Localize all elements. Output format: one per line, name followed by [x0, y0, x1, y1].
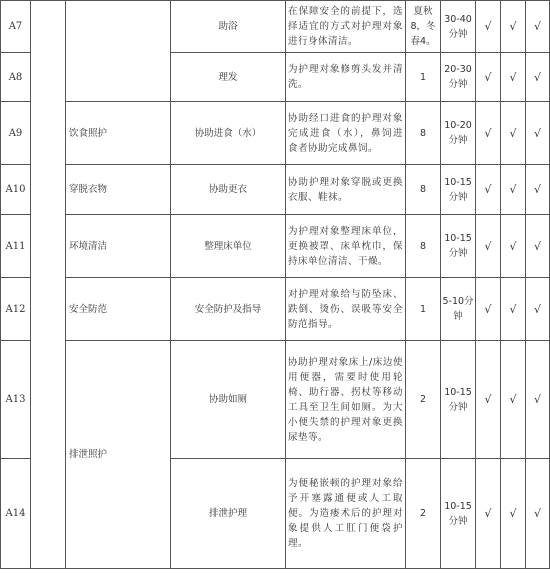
- check-mark: √: [526, 53, 550, 102]
- service-name: 安全防护及指导: [171, 278, 286, 341]
- check-mark: √: [501, 278, 526, 341]
- service-description: 协助经口进食的护理对象完成进食（水），鼻饲进食者协助完成鼻饲。: [286, 102, 406, 165]
- category-cell: 饮食照护: [66, 102, 171, 165]
- check-mark: √: [476, 215, 501, 278]
- service-frequency: 1: [406, 53, 441, 102]
- item-id: A13: [1, 341, 31, 459]
- service-name: 助浴: [171, 1, 286, 53]
- service-description: 为护理对象修剪头发并清洗。: [286, 53, 406, 102]
- category-cell: 穿脱衣物: [66, 165, 171, 215]
- item-id: A8: [1, 53, 31, 102]
- check-mark: √: [476, 1, 501, 53]
- check-mark: √: [476, 165, 501, 215]
- check-mark: √: [501, 102, 526, 165]
- item-id: A7: [1, 1, 31, 53]
- service-name: 排泄护理: [171, 459, 286, 569]
- service-description: 在保障安全的前提下，选择适宜的方式对护理对象进行身体清洁。: [286, 1, 406, 53]
- category-cell: 安全防范: [66, 278, 171, 341]
- service-name: 协助如厕: [171, 341, 286, 459]
- item-id: A12: [1, 278, 31, 341]
- check-mark: √: [501, 1, 526, 53]
- service-duration: 30-40分钟: [441, 1, 476, 53]
- service-name: 理发: [171, 53, 286, 102]
- service-description: 对护理对象给与防坠床、跌倒、烫伤、误吸等安全防范指导。: [286, 278, 406, 341]
- check-mark: √: [526, 278, 550, 341]
- check-mark: √: [476, 102, 501, 165]
- service-name: 协助进食（水）: [171, 102, 286, 165]
- service-duration: 10-20分钟: [441, 102, 476, 165]
- check-mark: √: [476, 53, 501, 102]
- check-mark: √: [501, 215, 526, 278]
- service-frequency: 8: [406, 102, 441, 165]
- check-mark: √: [501, 165, 526, 215]
- service-frequency: 1: [406, 278, 441, 341]
- table-row: [1, 215, 550, 278]
- service-frequency: 8: [406, 165, 441, 215]
- service-duration: 20-30分钟: [441, 53, 476, 102]
- check-mark: √: [501, 53, 526, 102]
- check-mark: √: [526, 1, 550, 53]
- service-duration: 10-15分钟: [441, 215, 476, 278]
- service-duration: 10-15分钟: [441, 165, 476, 215]
- service-duration: 10-15分钟: [441, 459, 476, 569]
- item-id: A10: [1, 165, 31, 215]
- table-row: [1, 341, 550, 459]
- category-cell: [66, 1, 171, 102]
- item-id: A14: [1, 459, 31, 569]
- category-cell: 排泄照护: [66, 341, 171, 569]
- table-row: [1, 1, 550, 53]
- check-mark: √: [476, 341, 501, 459]
- check-mark: √: [526, 459, 550, 569]
- service-frequency: 夏秋8，冬春4。: [406, 1, 441, 53]
- check-mark: √: [476, 459, 501, 569]
- check-mark: √: [526, 102, 550, 165]
- service-duration: 5-10分钟: [441, 278, 476, 341]
- service-description: 为便秘嵌顿的护理对象给予开塞露通便或人工取便。为造瘘术后的护理对象提供人工肛门便袋护理。: [286, 459, 406, 569]
- service-name: 协助更衣: [171, 165, 286, 215]
- check-mark: √: [501, 459, 526, 569]
- category-cell: 环境清洁: [66, 215, 171, 278]
- item-id: A9: [1, 102, 31, 165]
- check-mark: √: [526, 215, 550, 278]
- service-frequency: 2: [406, 341, 441, 459]
- check-mark: √: [476, 278, 501, 341]
- table-row: [1, 278, 550, 341]
- item-id: A11: [1, 215, 31, 278]
- left-group-column: [31, 1, 66, 569]
- service-frequency: 2: [406, 459, 441, 569]
- check-mark: √: [526, 341, 550, 459]
- service-description: 为护理对象整理床单位，更换被罩、床单枕巾，保持床单位清洁、干燥。: [286, 215, 406, 278]
- service-frequency: 8: [406, 215, 441, 278]
- table-row: [1, 165, 550, 215]
- check-mark: √: [501, 341, 526, 459]
- service-duration: 10-15分钟: [441, 341, 476, 459]
- table-row: [1, 102, 550, 165]
- service-name: 整理床单位: [171, 215, 286, 278]
- service-description: 协助护理对象床上/床边使用便器，需要时使用轮椅、助行器、拐杖等移动工具至卫生间如厕。为大小便失禁的护理对象更换尿垫等。: [286, 341, 406, 459]
- service-description: 协助护理对象穿脱或更换衣服、鞋袜。: [286, 165, 406, 215]
- check-mark: √: [526, 165, 550, 215]
